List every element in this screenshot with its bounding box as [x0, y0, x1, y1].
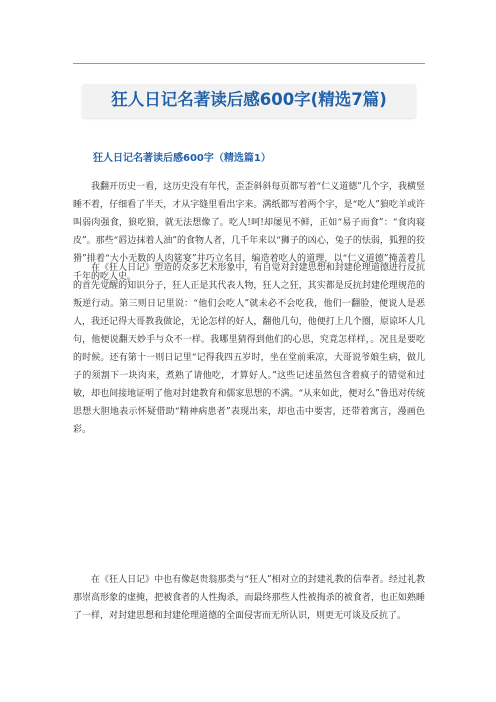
- body-paragraph-2: 在《狂人日记》塑造的众多艺术形象中，有自觉对封建思想和封建伦理道德进行反抗的首先觉醒的知识分子，狂人正是其代表人物，狂人之狂，其实都是反抗封建伦理规范的叛逆行动。第三则日记里说：“他们会吃人”就未必不会吃我，他们一翻脸，便说人是恶人，我还记得大哥教我做论，无论怎样的好人，翻他几句，他便打上几个圈，原谅坏人几句，他便说翻天妙手与众不一样。我哪里猜得到他们的心思，究竟怎样样，。况且是要吃的时候。还有第十一则日记里“记得我四五岁时，坐在堂前乘凉，大哥说爷娘生病，做儿子的须割下一块肉来，煮熟了请他吃，才算好人。”这些记述虽然包含着疯子的错觉和过敏，却也间接地证明了他对封建教育和儒家思想的不满。“从来如此，便对么”鲁迅对传统思想大胆地表示怀疑借助“精神病患者”表现出来，却也击中要害，还带着寓言，漫画色彩。: [73, 263, 425, 435]
- section-title: 狂人日记名著读后感600字（精选篇1）: [93, 153, 271, 164]
- body-paragraph-1: 我翻开历史一看，这历史没有年代，歪歪斜斜每页都写着“仁义道德”几个字，我横竖睡不着，仔细看了半天，才从字缝里看出字来。满纸都写着两个字，是“吃人”狼吃羊或许叫弱肉强食，狼吃狼，就无法想像了。吃人!呵!却屡见不鲜，正如“易子而食”：“食肉寝皮”。那些“唇边抹着人油”的食物人者，几千年来以“狮子的凶心，兔子的怯弱，狐狸的狡猾”排着“大小无数的人肉筵宴”井巧立名目，编造着吃人的道理，以“仁义道德”掩盖着几千年的吃人史。: [73, 182, 425, 282]
- header-rule: [73, 63, 425, 64]
- document-title: 狂人日记名著读后感600字(精选7篇): [111, 90, 387, 109]
- body-paragraph-3: 在《狂人日记》中也有像赵贵翁那类与“狂人”相对立的封建礼教的信奉者。经过礼教那崇高形象的虚掩，把被食者的人性掏杀，而最终那些人性被掏杀的被食者，也正如熟睡了一样，对封建思想和封建伦理道德的全面侵害而无所认识，则更无可谈及反抗了。: [73, 575, 425, 621]
